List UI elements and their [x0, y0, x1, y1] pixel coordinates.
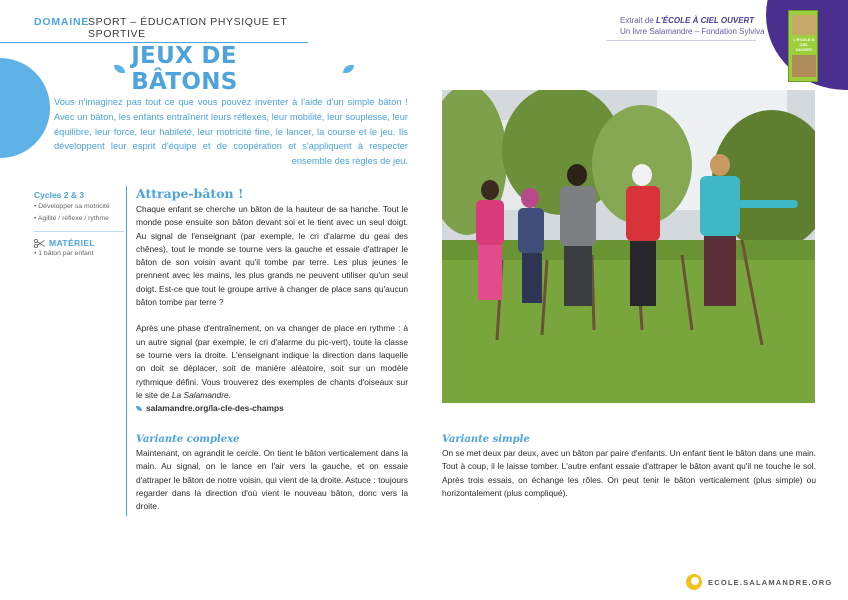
website-link[interactable] [136, 402, 408, 415]
sidebar [34, 190, 124, 257]
cycles-label: Cycles 2 & 3 [34, 190, 85, 200]
material-item: • 1 bâton par enfant [34, 250, 94, 257]
magazine-name: La Salamandre [171, 389, 229, 400]
extract-note [620, 15, 765, 37]
variant-complex [136, 434, 408, 513]
extract-rule [606, 40, 756, 41]
scissors-icon [34, 239, 45, 248]
extract-prefix: Extrait de [620, 16, 657, 25]
book-cover-image [788, 10, 818, 82]
variant-complex-title: Variante complexe [136, 434, 240, 445]
paragraph-2: Après une phase d'entraînement, on va changer de place en rythme : à un autre signal (par exemple, le cri d'alarme du pic-vert), toute la classe se tourne vers la droite. L'enseignant indique la direction dans laquelle on doit se déplacer, soit de manière aléatoire, soit sur un modèle rythmique défini. Vous trouverez des exemples de chants d'oiseaux sur le site de La Salamandre. [136, 323, 408, 400]
decorative-circle [0, 58, 50, 158]
domain-label: DOMAINE [34, 16, 90, 28]
children-playing-photo [442, 90, 815, 403]
domain-value: SPORT – ÉDUCATION PHYSIQUE ET SPORTIVE [88, 16, 288, 40]
leaf-icon [343, 65, 354, 73]
header-bar [0, 8, 310, 40]
footer-url[interactable]: ECOLE.SALAMANDRE.ORG [708, 577, 833, 587]
main-column [136, 186, 408, 415]
paragraph-1: Chaque enfant se cherche un bâton de la hauteur de sa hanche. Tout le monde pose ensuite son bâton devant soi et le tient avec un seul doigt. Au signal de l'enseignant (par exemple, le cri d'alarme du geai des chênes), tout le monde se tourne vers la gauche et essaie d'attraper le bâton de son voisin avant qu'il tombe par terre. Les plus jeunes le prennent avec les mains, les plus grands ne peuvent utiliser qu'un seul doigt. Est-ce que tout le groupe arrive à changer de place sans qu'aucun bâton tombe par terre ? [136, 204, 408, 308]
section-title: Attrape-bâton ! [136, 186, 244, 201]
page-title-group [114, 43, 354, 95]
photo-illustration [442, 90, 815, 403]
website-link-text[interactable]: salamandre.org/la-cle-des-champs [146, 403, 284, 414]
sidebar-divider [34, 231, 124, 232]
variant-simple-title: Variante simple [442, 434, 530, 445]
leaf-icon [114, 65, 125, 73]
material-title: MATÉRIEL [49, 238, 96, 248]
salamandre-logo-icon [686, 574, 702, 590]
variant-simple [442, 434, 816, 500]
book-cover-title: L'ÉCOLE À CIEL OUVERT [793, 37, 815, 52]
publisher-line: Un livre Salamandre – Fondation Sylviva [620, 27, 765, 36]
column-divider [126, 186, 127, 516]
material-heading [34, 238, 124, 248]
variant-complex-text: Maintenant, on agrandit le cercle. On tient le bâton verticalement dans la main. Au signal, on le lance en l'air vers la gauche, et on essaie d'attraper le bâton de notre voisin, qui vient de la droite. Astuce : toujours regarder dans la direction d'où vient le nouveau bâton, donc vers la droite. [136, 448, 408, 512]
objective-item: • Développer sa motricité [34, 203, 110, 210]
leaf-bullet-icon [136, 406, 142, 411]
book-title: L'ÉCOLE À CIEL OUVERT [656, 16, 755, 25]
footer [686, 574, 832, 590]
objective-item: • Agilité / réflexe / rythme [34, 214, 109, 222]
page-title: JEUX DE BÂTONS [131, 43, 238, 95]
variant-simple-text: On se met deux par deux, avec un bâton par paire d'enfants. Un enfant tient le bâton dans une main. Tout à coup, il le laisse tomber. L'autre enfant essaie d'attraper le bâton avant qu'il ne touche le sol. Après trois essais, on échange les rôles. On peut tenir le bâton verticalement (plus simple) ou horizontalement (plus compliqué). [442, 448, 816, 498]
intro-paragraph: Vous n'imaginez pas tout ce que vous pouvez inventer à l'aide d'un simple bâton ! Avec un bâton, les enfants entraînent leurs réflexes, leur mobilité, leur souplesse, leur équilibre, leur force, leur habileté, leur motricité fine, le lancer, la course et le jeu. Ils développent leur esprit d'équipe et de coopération et s'appliquent à respecter ensemble des règles de jeu. [54, 97, 408, 167]
